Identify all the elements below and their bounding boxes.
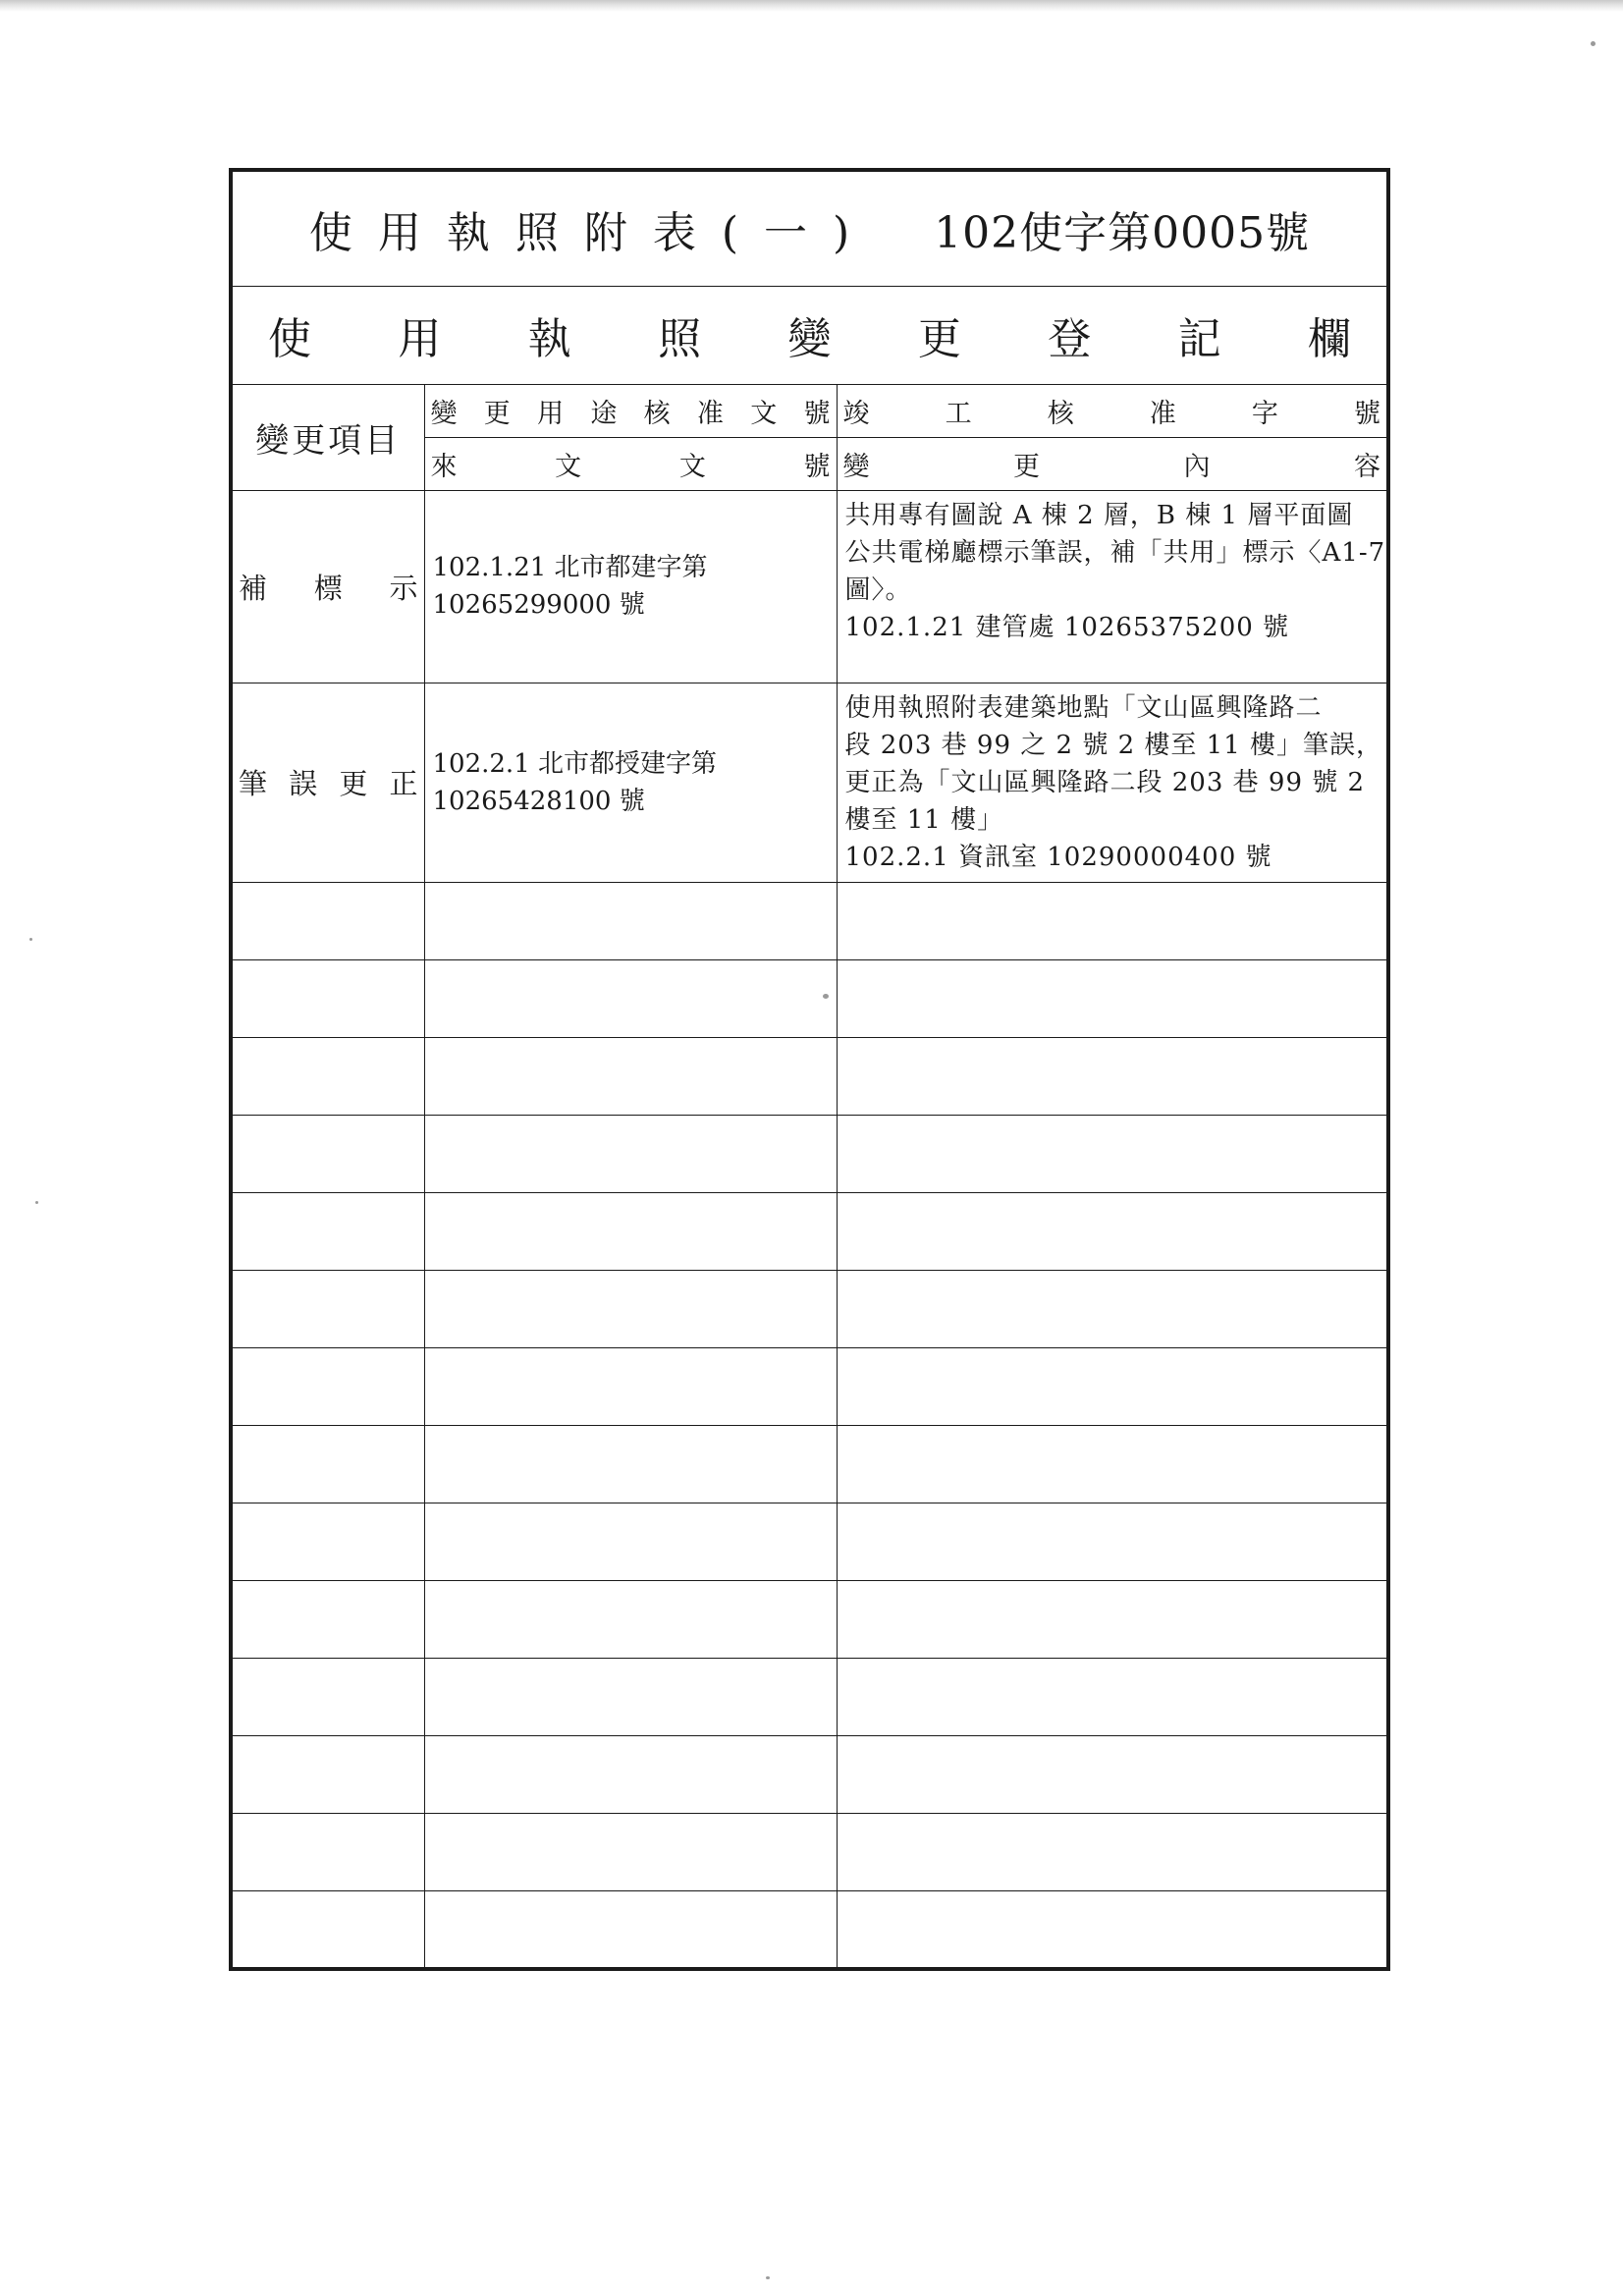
scan-speck [766, 2276, 770, 2279]
header-char: 文 [750, 398, 778, 429]
header-char: 文 [555, 451, 582, 482]
content-line: 102.2.1 資訊室 10290000400 號 [844, 842, 1272, 872]
empty-table-row [233, 1192, 1386, 1270]
table-row [233, 683, 1386, 882]
scan-top-edge [0, 0, 1623, 12]
empty-table-row [233, 1735, 1386, 1813]
section-title-char: 欄 [1308, 314, 1351, 364]
header-char: 准 [1149, 398, 1176, 429]
reference-line: 10265299000 號 [432, 590, 645, 620]
item-char: 補 [239, 571, 268, 605]
title-cell [233, 172, 1386, 286]
empty-table-row [233, 1347, 1386, 1425]
header-char: 工 [945, 398, 972, 429]
change-item-header: 變更項目 [233, 384, 424, 490]
empty-table-row [233, 1270, 1386, 1347]
change-content-cell [837, 490, 1386, 683]
approval-number-header [424, 384, 837, 437]
empty-table-row [233, 1658, 1386, 1735]
change-content-cell [837, 683, 1386, 882]
section-title-char: 登 [1048, 314, 1092, 364]
title-row [233, 172, 1386, 286]
header-char: 字 [1251, 398, 1278, 429]
section-title-char: 更 [917, 314, 961, 364]
section-title-cell [233, 286, 1386, 384]
header-char: 容 [1354, 451, 1380, 482]
header-char: 變 [842, 451, 870, 482]
header-char: 變 [430, 398, 458, 429]
section-title-row [233, 286, 1386, 384]
header-char: 核 [643, 398, 671, 429]
header-char: 更 [1013, 451, 1040, 482]
scan-speck [1591, 41, 1596, 46]
license-number: 102使字第0005號 [934, 207, 1311, 258]
content-line: 共用專有圖說 A 棟 2 層，B 棟 1 層平面圖 [844, 500, 1354, 530]
item-char: 正 [389, 767, 418, 800]
reference-line: 102.1.21 北市都建字第 [432, 553, 708, 582]
section-title-char: 變 [787, 314, 832, 364]
header-char: 號 [1353, 398, 1380, 429]
content-line: 使用執照附表建築地點「文山區興隆路二 [844, 692, 1323, 723]
change-item-cell [233, 683, 424, 882]
header-char: 用 [537, 398, 565, 429]
column-header-row-1 [233, 384, 1386, 437]
content-line: 圖〉。 [844, 574, 912, 605]
incoming-number-header [424, 437, 837, 490]
empty-table-row [233, 959, 1386, 1037]
item-char: 誤 [289, 767, 318, 800]
table-row [233, 490, 1386, 683]
empty-table-row [233, 1503, 1386, 1580]
item-char: 標 [313, 571, 343, 605]
header-char: 內 [1183, 451, 1211, 482]
change-content-header [837, 437, 1386, 490]
empty-table-row [233, 1813, 1386, 1890]
section-title-char: 記 [1177, 314, 1221, 364]
item-char: 示 [389, 571, 418, 605]
item-char: 筆 [239, 767, 268, 800]
content-line: 段 203 巷 99 之 2 號 2 樓至 11 樓」筆誤， [844, 730, 1383, 760]
header-char: 文 [678, 451, 706, 482]
header-char: 途 [590, 398, 618, 429]
form-title: 使用執照附表(一) [308, 207, 876, 258]
reference-number-cell [424, 490, 837, 683]
reference-line: 10265428100 號 [432, 786, 645, 816]
section-title-char: 用 [398, 314, 442, 364]
header-char: 更 [483, 398, 511, 429]
empty-table-row [233, 1115, 1386, 1192]
item-char: 更 [339, 767, 368, 800]
content-line: 樓至 11 樓」 [844, 804, 1004, 835]
completion-number-header [837, 384, 1386, 437]
content-line: 102.1.21 建管處 10265375200 號 [844, 612, 1290, 642]
content-line: 公共電梯廳標示筆誤，補「共用」標示〈A1-7 [844, 537, 1386, 568]
empty-table-row [233, 882, 1386, 959]
reference-number-cell [424, 683, 837, 882]
scan-speck [29, 938, 32, 941]
header-char: 來 [430, 451, 458, 482]
section-title-char: 照 [658, 314, 702, 364]
section-title [268, 303, 1351, 366]
empty-table-row [233, 1580, 1386, 1658]
license-attachment-form [229, 168, 1390, 1971]
header-char: 核 [1047, 398, 1074, 429]
section-title-char: 使 [268, 314, 311, 364]
empty-table-row [233, 1425, 1386, 1503]
header-char: 竣 [842, 398, 870, 429]
section-title-char: 執 [527, 314, 571, 364]
content-line: 更正為「文山區興隆路二段 203 巷 99 號 2 [844, 767, 1366, 797]
change-item-cell [233, 490, 424, 683]
empty-table-row [233, 1037, 1386, 1115]
change-registration-table [233, 172, 1386, 1970]
header-char: 號 [803, 398, 831, 429]
scan-speck [35, 1201, 38, 1204]
empty-table-row [233, 1890, 1386, 1970]
header-char: 准 [696, 398, 724, 429]
header-char: 號 [803, 451, 831, 482]
reference-line: 102.2.1 北市都授建字第 [432, 748, 718, 779]
